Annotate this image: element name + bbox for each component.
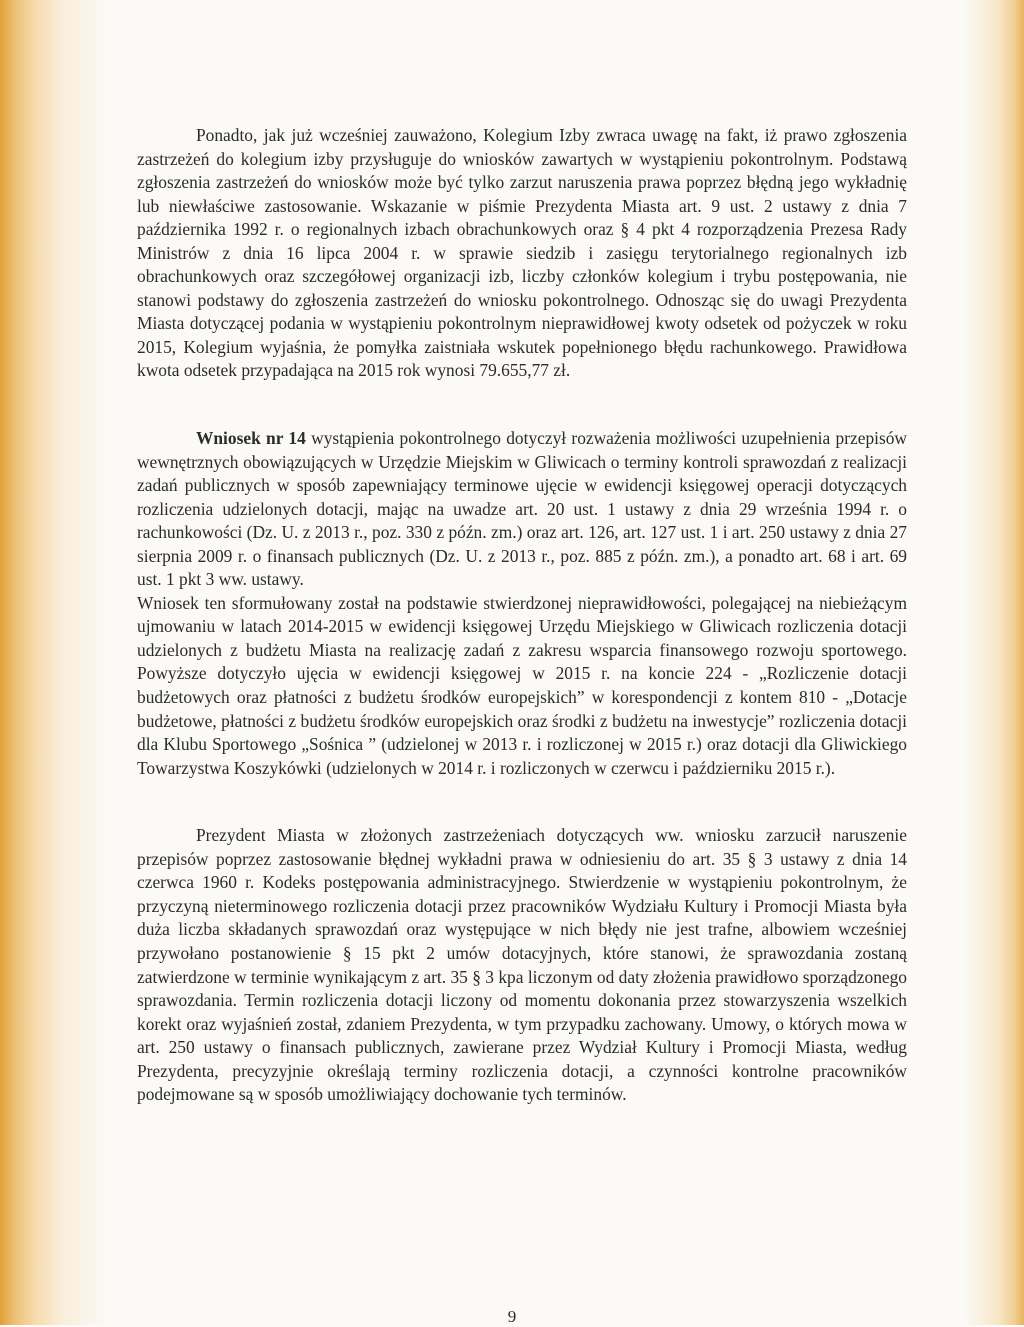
scan-edge-right	[964, 0, 1024, 1325]
paragraph-1: Ponadto, jak już wcześniej zauważono, Kolegium Izby zwraca uwagę na fakt, iż prawo zgłoszenia zastrzeżeń do kolegium izby przysługuje do wniosków zawartych w wystąpieniu pokontrolnym. Podstawą zgłoszenia zastrzeżeń do wniosków może być tylko zarzut naruszenia prawa poprzez błędną jego wykładnię lub niewłaściwe zastosowanie. Wskazanie w piśmie Prezydenta Miasta art. 9 ust. 2 ustawy z dnia 7 października 1992 r. o regionalnych izbach obrachunkowych oraz § 4 pkt 4 rozporządzenia Prezesa Rady Ministrów z dnia 16 lipca 2004 r. w sprawie siedzib i zasięgu terytorialnego regionalnych izb obrachunkowych oraz szczegółowej organizacji izb, liczby członków kolegium i trybu postępowania, nie stanowi podstawy do zgłoszenia zastrzeżeń do wniosku pokontrolnego. Odnosząc się do uwagi Prezydenta Miasta dotyczącej podania w wystąpieniu pokontrolnym nieprawidłowej kwoty odsetek od pożyczek w roku 2015, Kolegium wyjaśnia, że pomyłka zaistniała wskutek popełnionego błędu rachunkowego. Prawidłowa kwota odsetek przypadająca na 2015 rok wynosi 79.655,77 zł.	[137, 125, 907, 381]
paragraph-spacer	[137, 780, 907, 824]
paragraph-4: Prezydent Miasta w złożonych zastrzeżeniach dotyczących ww. wniosku zarzucił naruszenie przepisów poprzez zastosowanie błędnej wykładni prawa w odniesieniu do art. 35 § 3 ustawy z dnia 14 czerwca 1960 r. Kodeks postępowania administracyjnego. Stwierdzenie w wystąpieniu pokontrolnym, że przyczyną nieterminowego rozliczenia dotacji przez pracowników Wydziału Kultury i Promocji Miasta była duża liczba składanych sprawozdań oraz występujące w nich błędy nie jest trafne, albowiem wcześniej przywołano postanowienie § 15 pkt 2 umów dotacyjnych, które stanowi, że sprawozdania zostaną zatwierdzone w terminie wynikającym z art. 35 § 3 kpa liczonym od daty złożenia prawidłowo sporządzonego sprawozdania. Termin rozliczenia dotacji liczony od momentu dokonania przez stowarzyszenia wszelkich korekt oraz wyjaśnień został, zdaniem Prezydenta, w tym przypadku zachowany. Umowy, o których mowa w art. 250 ustawy o finansach publicznych, zawierane przez Wydział Kultury i Promocji Miasta, według Prezydenta, precyzyjnie określają terminy rozliczenia dotacji, a czynności kontrolne pracowników podejmowane są w sposób umożliwiający dochowanie tych terminów.	[137, 825, 907, 1105]
paragraph-2	[137, 427, 907, 592]
paragraph-spacer	[137, 383, 907, 427]
paragraph-2-text: wystąpienia pokontrolnego dotyczył rozważenia możliwości uzupełnienia przepisów wewnętrznych obowiązujących w Urzędzie Miejskim w Gliwicach o terminy kontroli sprawozdań z realizacji zadań publicznych w sposób zapewniający terminowe ujęcie w ewidencji księgowej operacji dotyczących rozliczenia udzielonych dotacji, mając na uwadze art. 20 ust. 1 ustawy z dnia 29 września 1994 r. o rachunkowości (Dz. U. z 2013 r., poz. 330 z późn. zm.) oraz art. 126, art. 127 ust. 1 i art. 250 ustawy z dnia 27 sierpnia 2009 r. o finansach publicznych (Dz. U. z 2013 r., poz. 885 z późn. zm.), a ponadto art. 68 i art. 69 ust. 1 pkt 3 ww. ustawy.	[137, 428, 907, 590]
page-number: 9	[507, 1307, 517, 1326]
paragraph-3: Wniosek ten sformułowany został na podstawie stwierdzonej nieprawidłowości, polegającej na niebieżącym ujmowaniu w latach 2014-2015 w ewidencji księgowej Urzędu Miejskiego w Gliwicach rozliczenia dotacji udzielonych z budżetu Miasta na realizację zadań z zakresu wsparcia finansowego rozwoju sportowego. Powyższe dotyczyło ujęcia w ewidencji księgowej w 2015 r. na koncie 224 - „Rozliczenie dotacji budżetowych oraz płatności z budżetu środków europejskich” w korespondencji z kontem 810 - „Dotacje budżetowe, płatności z budżetu środków europejskich oraz środki z budżetu na inwestycje” rozliczenia dotacji dla Klubu Sportowego „Sośnica ” (udzielonej w 2013 r. i rozliczonej w 2015 r.) oraz dotacji dla Gliwickiego Towarzystwa Koszykówki (udzielonych w 2014 r. i rozliczonych w czerwcu i październiku 2015 r.).	[137, 592, 907, 778]
scan-edge-left	[0, 0, 110, 1325]
paragraph-2-lead: Wniosek nr 14	[196, 428, 306, 449]
document-body	[137, 124, 907, 1107]
